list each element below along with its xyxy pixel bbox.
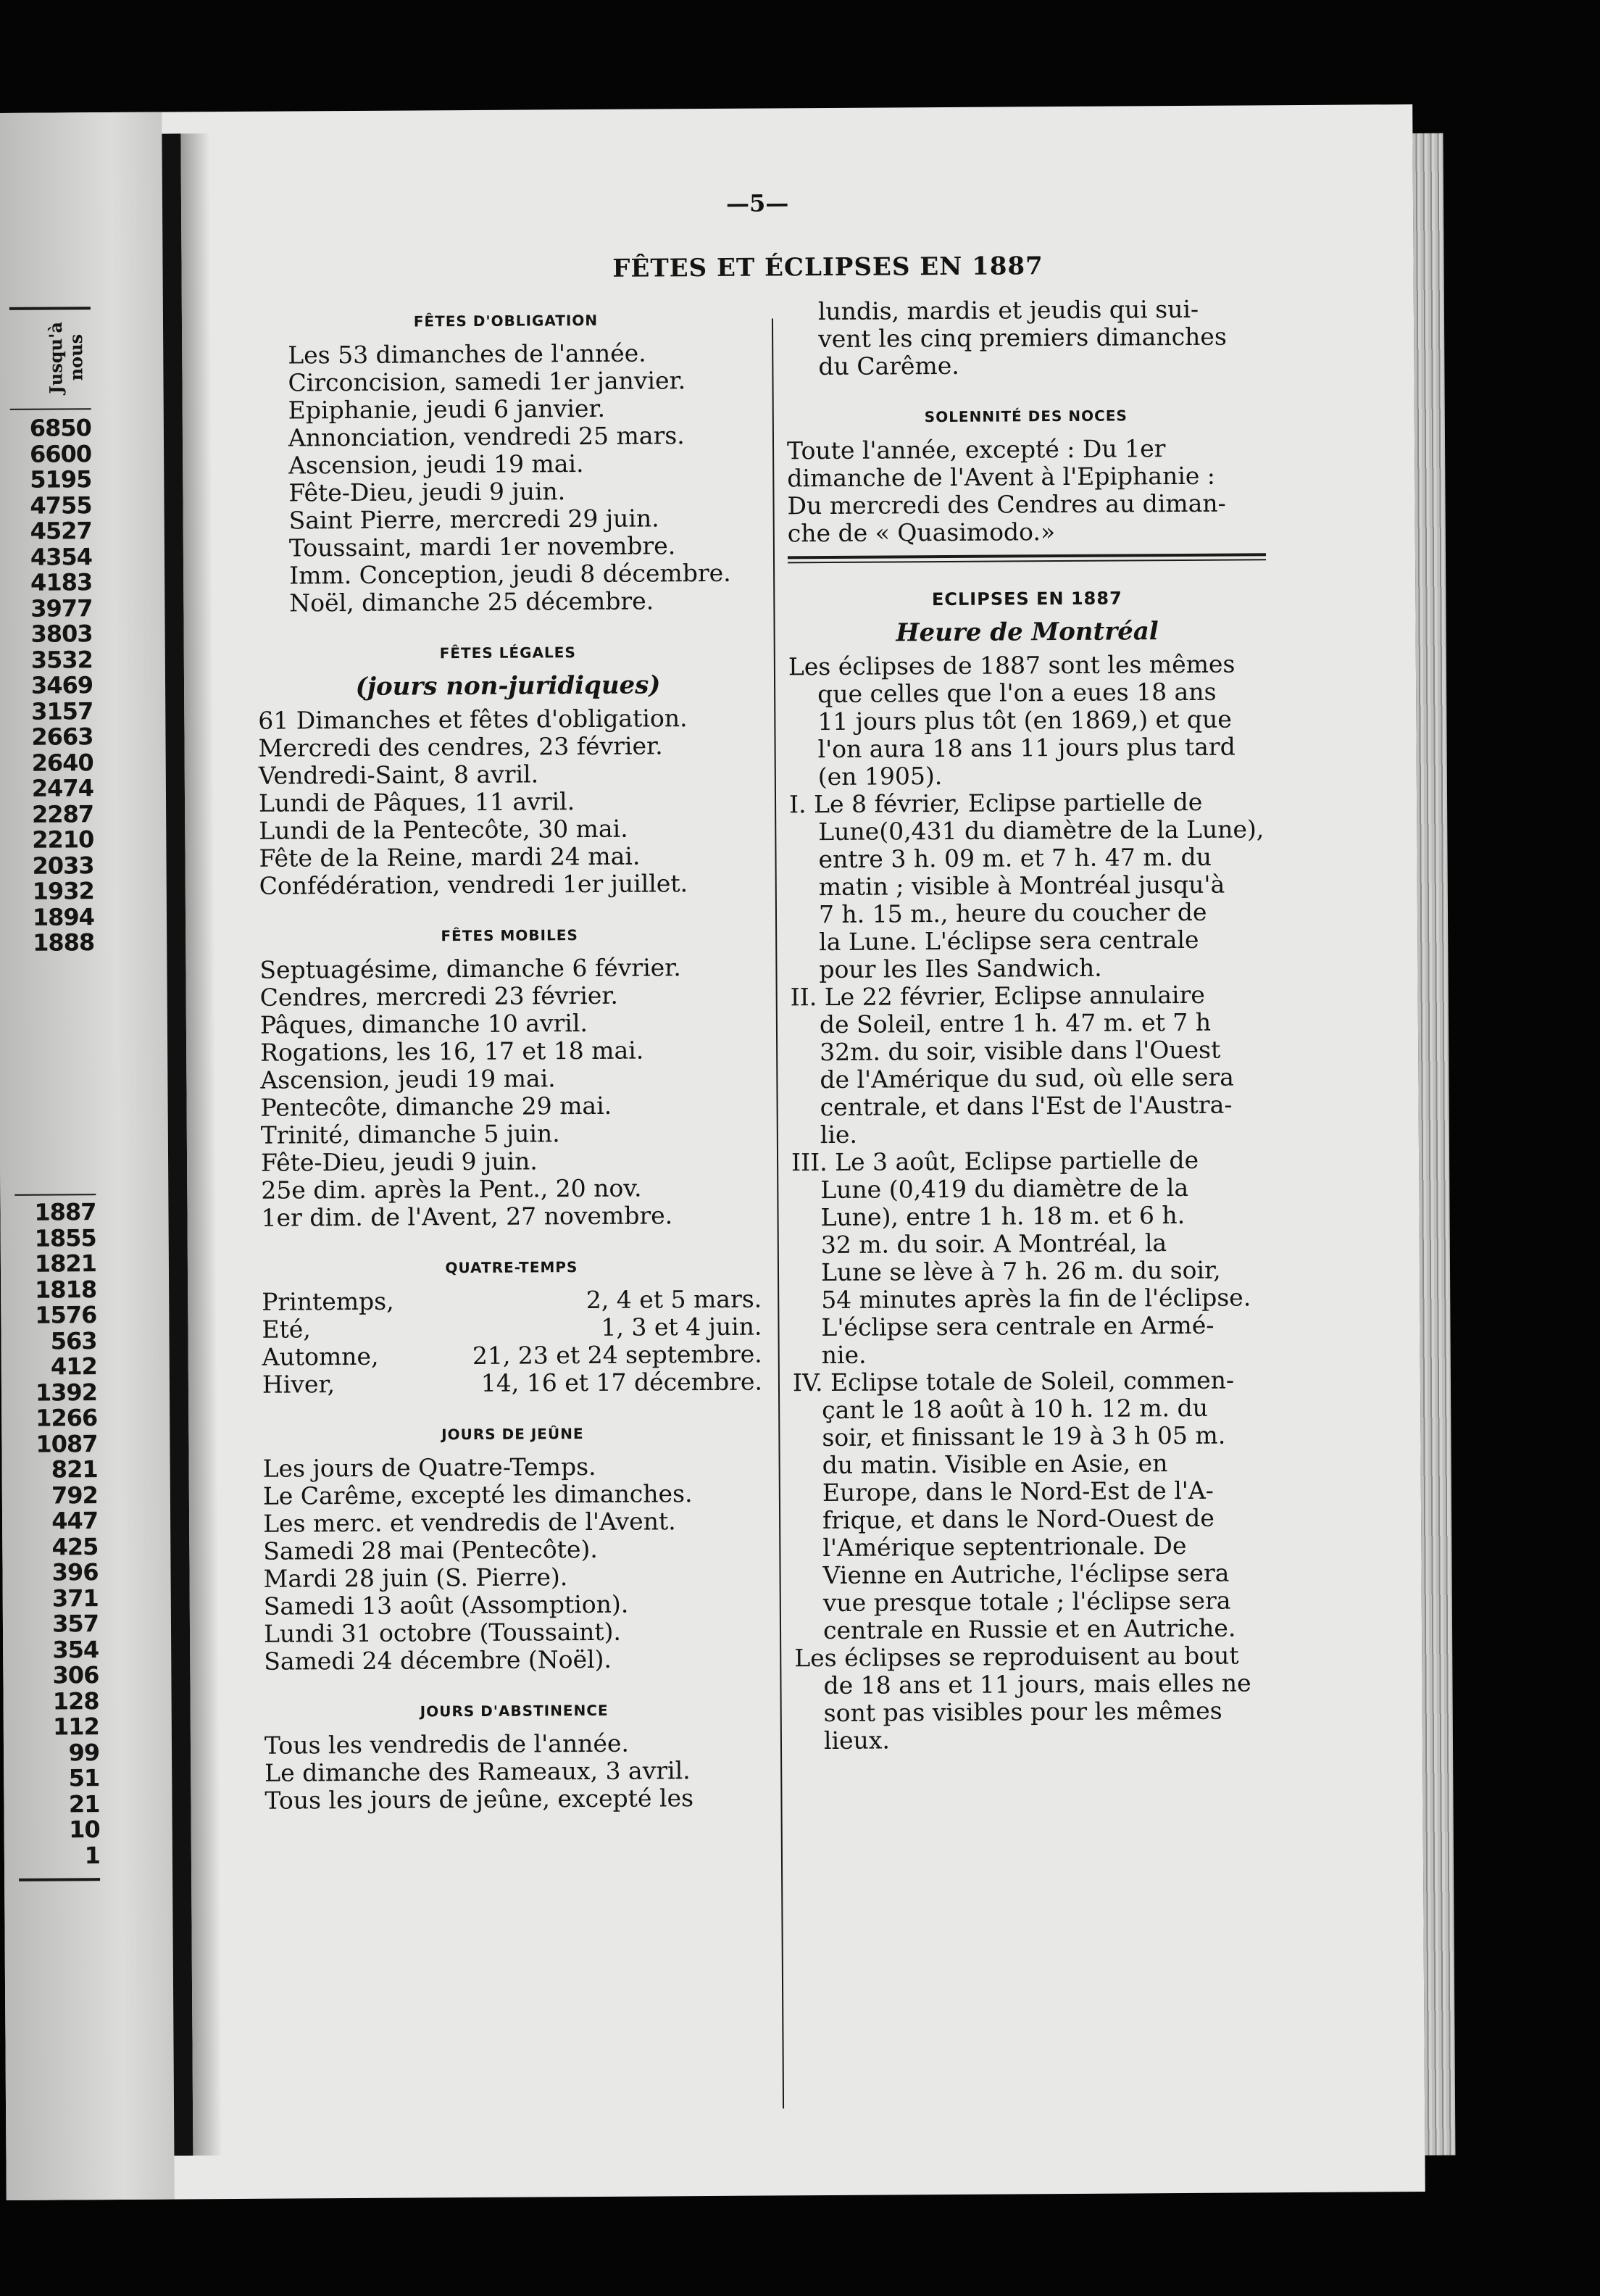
jeune-line: Les merc. et vendredis de l'Avent. xyxy=(262,1507,676,1538)
page-number: —5— xyxy=(725,189,789,217)
noces-line: Du mercredi des Cendres au diman- xyxy=(787,488,1226,520)
eclipse-4-line: du matin. Visible en Asie, en xyxy=(822,1449,1168,1480)
noces-line: dimanche de l'Avent à l'Epiphanie : xyxy=(787,461,1216,493)
eclipse-3-line: 54 minutes après la fin de l'éclipse. xyxy=(821,1283,1251,1315)
margin-number: 371 xyxy=(51,1584,99,1613)
margin-number: 2474 xyxy=(31,774,94,802)
eclipse-1-line: entre 3 h. 09 m. et 7 h. 47 m. du xyxy=(818,842,1212,874)
almanac-page xyxy=(0,104,1425,2200)
season-label: Printemps, xyxy=(262,1286,394,1316)
eclipse-3-line: Lune), entre 1 h. 18 m. et 6 h. xyxy=(820,1200,1186,1232)
margin-number: 1855 xyxy=(34,1223,96,1252)
season-label: Hiver, xyxy=(262,1370,336,1399)
obligation-line: Annonciation, vendredi 25 mars. xyxy=(288,421,685,452)
legales-list xyxy=(258,704,759,900)
mobiles-line: Fête-Dieu, jeudi 9 juin. xyxy=(260,1147,538,1177)
jeune-line: Lundi 31 octobre (Toussaint). xyxy=(263,1617,622,1648)
eclipse-4-line: l'Amérique septentrionale. De xyxy=(822,1531,1187,1563)
mobiles-line: Cendres, mercredi 23 février. xyxy=(259,981,619,1012)
obligation-line: Circoncision, samedi 1er janvier. xyxy=(288,366,686,397)
intro-line: (en 1905). xyxy=(817,762,943,791)
eclipse-1-line: Lune(0,431 du diamètre de la Lune), xyxy=(818,815,1264,847)
eclipse-4-line: Vienne en Autriche, l'éclipse sera xyxy=(822,1558,1230,1590)
margin-number: 1 xyxy=(84,1841,101,1869)
mobiles-line: Septuagésime, dimanche 6 février. xyxy=(259,953,681,984)
season-label: Automne, xyxy=(262,1342,379,1371)
quatre-temps-row xyxy=(262,1313,762,1344)
season-dates: 21, 23 et 24 septembre. xyxy=(472,1339,762,1370)
eclipse-item-3 xyxy=(791,1146,1271,1369)
margin-number: 5195 xyxy=(30,465,92,494)
mobiles-list xyxy=(259,954,761,1232)
eclipse-2-line: de Soleil, entre 1 h. 47 m. et 7 h xyxy=(819,1007,1212,1039)
eclipse-1-line: 7 h. 15 m., heure du coucher de xyxy=(818,897,1207,929)
margin-number: 3532 xyxy=(30,645,93,674)
page-edges xyxy=(1412,133,1455,2155)
eclipse-4-line: çant le 18 août à 10 h. 12 m. du xyxy=(822,1393,1209,1425)
eclipse-4-line: Europe, dans le Nord-Est de l'A- xyxy=(822,1476,1214,1507)
eclipse-1-line: matin ; visible à Montréal jusqu'à xyxy=(818,870,1225,902)
eclipse-2-line: lie. xyxy=(820,1120,858,1149)
margin-number: 306 xyxy=(52,1661,99,1689)
abstinence-line: Tous les jours de jeûne, excepté les xyxy=(264,1784,694,1815)
obligation-line: Les 53 dimanches de l'année. xyxy=(288,338,646,370)
intro-line: Les éclipses de 1887 sont les mêmes xyxy=(788,649,1236,681)
eclipse-item-2 xyxy=(791,981,1270,1149)
jeune-line: Samedi 24 décembre (Noël). xyxy=(264,1644,612,1676)
margin-number: 1266 xyxy=(36,1404,98,1432)
margin-number: 51 xyxy=(68,1764,100,1792)
mobiles-line: 1er dim. de l'Avent, 27 novembre. xyxy=(261,1201,673,1232)
mobiles-line: 25e dim. après la Pent., 20 nov. xyxy=(261,1173,642,1205)
eclipse-2-line: 32m. du soir, visible dans l'Ouest xyxy=(820,1035,1221,1067)
right-column xyxy=(786,295,1273,1755)
jeune-line: Le Carême, excepté les dimanches. xyxy=(262,1479,693,1510)
page-title: FÊTES ET ÉCLIPSES EN 1887 xyxy=(612,251,1043,283)
eclipse-1-line: I. Le 8 février, Eclipse partielle de xyxy=(788,787,1203,819)
margin-numbers-top xyxy=(25,415,95,956)
intro-line: 11 jours plus tôt (en 1869,) et que xyxy=(817,704,1232,736)
eclipse-4-line: vue presque totale ; l'éclipse sera xyxy=(822,1586,1231,1618)
jeune-list xyxy=(263,1452,764,1676)
margin-number: 1818 xyxy=(34,1275,97,1304)
intro-line: que celles que l'on a eues 18 ans xyxy=(817,677,1217,709)
margin-rule-bottom xyxy=(19,1878,100,1881)
eclipse-4-line: frique, et dans le Nord-Ouest de xyxy=(822,1503,1214,1535)
margin-number: 2663 xyxy=(31,723,93,751)
closing-line: lieux. xyxy=(823,1726,891,1755)
jeune-line: Samedi 13 août (Assomption). xyxy=(263,1589,629,1621)
margin-number: 1576 xyxy=(35,1301,97,1329)
season-dates: 1, 3 et 4 juin. xyxy=(601,1312,762,1342)
margin-number: 2210 xyxy=(32,825,94,854)
obligation-line: Imm. Conception, jeudi 8 décembre. xyxy=(289,558,731,590)
heading-fetes-legales: FÊTES LÉGALES xyxy=(439,644,576,662)
margin-number: 1888 xyxy=(33,928,95,957)
intro-line: l'on aura 18 ans 11 jours plus tard xyxy=(817,732,1236,764)
mobiles-line: Ascension, jeudi 19 mai. xyxy=(260,1064,556,1094)
subheading-heure-de-montreal: Heure de Montréal xyxy=(896,617,1159,648)
left-column xyxy=(256,299,765,1815)
margin-rule-top xyxy=(9,307,91,310)
margin-number: 1392 xyxy=(35,1378,98,1407)
margin-number: 412 xyxy=(50,1352,97,1381)
eclipse-3-line: 32 m. du soir. A Montréal, la xyxy=(820,1228,1167,1260)
jeune-line: Les jours de Quatre-Temps. xyxy=(262,1452,596,1483)
heading-eclipses: ECLIPSES EN 1887 xyxy=(931,588,1122,610)
continuation-line: lundis, mardis et jeudis qui sui- xyxy=(817,294,1199,326)
margin-number: 4354 xyxy=(30,542,93,571)
season-dates: 2, 4 et 5 mars. xyxy=(586,1284,762,1315)
margin-number: 821 xyxy=(51,1455,98,1484)
margin-number: 3803 xyxy=(30,620,93,648)
noces-line: che de « Quasimodo.» xyxy=(787,517,1056,548)
jeune-line: Mardi 28 juin (S. Pierre). xyxy=(263,1563,568,1593)
margin-number: 1887 xyxy=(34,1198,96,1226)
eclipse-item-4 xyxy=(793,1366,1272,1644)
column-divider xyxy=(772,318,784,2108)
obligation-list xyxy=(256,339,757,617)
eclipse-4-line: soir, et finissant le 19 à 3 h 05 m. xyxy=(822,1421,1226,1452)
eclipse-item-1 xyxy=(789,788,1269,983)
subheading-jours-non-juridiques: (jours non-juridiques) xyxy=(355,670,661,702)
legales-line: Mercredi des cendres, 23 février. xyxy=(258,731,663,762)
margin-number: 2640 xyxy=(31,748,93,777)
quatre-temps-row xyxy=(262,1286,762,1316)
quatre-temps-table xyxy=(262,1286,762,1399)
obligation-line: Saint Pierre, mercredi 29 juin. xyxy=(288,504,659,535)
eclipses-closing xyxy=(794,1642,1273,1755)
noces-text xyxy=(787,434,1266,547)
legales-line: Vendredi-Saint, 8 avril. xyxy=(258,760,539,790)
margin-number: 3469 xyxy=(30,671,93,699)
eclipse-2-line: II. Le 22 février, Eclipse annulaire xyxy=(790,980,1205,1012)
heading-jours-de-jeune: JOURS DE JEÛNE xyxy=(441,1425,584,1444)
margin-number: 425 xyxy=(51,1532,99,1561)
obligation-line: Toussaint, mardi 1er novembre. xyxy=(288,531,676,562)
abstinence-line: Le dimanche des Rameaux, 3 avril. xyxy=(264,1756,691,1787)
legales-line: Fête de la Reine, mardi 24 mai. xyxy=(259,841,641,873)
margin-number: 563 xyxy=(50,1326,97,1355)
season-label: Eté, xyxy=(262,1315,311,1344)
continuation-text xyxy=(786,295,1265,380)
margin-number: 10 xyxy=(69,1815,100,1844)
legales-line: Lundi de Pâques, 11 avril. xyxy=(258,787,575,818)
eclipse-1-line: la Lune. L'éclipse sera centrale xyxy=(819,925,1199,957)
margin-number: 792 xyxy=(51,1481,98,1510)
margin-number: 112 xyxy=(52,1713,99,1741)
eclipse-1-line: pour les Iles Sandwich. xyxy=(819,953,1102,984)
heading-jours-abstinence: JOURS D'ABSTINENCE xyxy=(420,1701,609,1721)
eclipse-4-line: IV. Eclipse totale de Soleil, commen- xyxy=(792,1365,1235,1397)
legales-line: 61 Dimanches et fêtes d'obligation. xyxy=(258,704,688,735)
eclipse-3-line: Lune (0,419 du diamètre de la xyxy=(820,1173,1189,1205)
heading-quatre-temps: QUATRE-TEMPS xyxy=(445,1258,578,1277)
margin-number: 2287 xyxy=(31,799,94,828)
margin-number: 1821 xyxy=(34,1249,97,1278)
margin-number: 128 xyxy=(52,1686,99,1715)
continuation-line: du Carême. xyxy=(818,351,959,381)
margin-number: 6850 xyxy=(29,414,91,442)
quatre-temps-row xyxy=(262,1368,762,1399)
margin-number: 4755 xyxy=(30,491,92,520)
margin-number: 1894 xyxy=(32,902,95,931)
margin-number: 4527 xyxy=(30,517,92,545)
heading-fetes-obligation: FÊTES D'OBLIGATION xyxy=(413,311,599,330)
eclipse-3-line: nie. xyxy=(821,1340,867,1370)
quatre-temps-row xyxy=(262,1341,762,1371)
continuation-line: vent les cinq premiers dimanches xyxy=(818,322,1227,354)
margin-number: 6600 xyxy=(29,439,92,468)
closing-line: Les éclipses se reproduisent au bout xyxy=(794,1641,1239,1673)
legales-line: Lundi de la Pentecôte, 30 mai. xyxy=(259,814,628,845)
heading-fetes-mobiles: FÊTES MOBILES xyxy=(441,926,578,945)
eclipse-3-line: L'éclipse sera centrale en Armé- xyxy=(821,1310,1214,1342)
obligation-line: Noël, dimanche 25 décembre. xyxy=(289,586,654,617)
obligation-line: Fête-Dieu, jeudi 9 juin. xyxy=(288,477,566,507)
abstinence-line: Tous les vendredis de l'année. xyxy=(264,1729,630,1760)
margin-number: 357 xyxy=(52,1610,99,1638)
obligation-line: Ascension, jeudi 19 mai. xyxy=(288,449,584,480)
margin-number: 447 xyxy=(51,1507,99,1535)
closing-line: de 18 ans et 11 jours, mais elles ne xyxy=(823,1668,1251,1700)
heading-solennite-des-noces: SOLENNITÉ DES NOCES xyxy=(924,407,1128,426)
margin-number: 4183 xyxy=(30,568,93,596)
legales-line: Confédération, vendredi 1er juillet. xyxy=(259,869,688,900)
margin-number: 21 xyxy=(68,1789,100,1818)
eclipse-2-line: de l'Amérique du sud, où elle sera xyxy=(820,1062,1234,1094)
margin-number: 396 xyxy=(51,1558,99,1586)
margin-number: 1932 xyxy=(32,877,94,905)
mobiles-line: Pâques, dimanche 10 avril. xyxy=(259,1009,588,1039)
eclipse-2-line: centrale, et dans l'Est de l'Austra- xyxy=(820,1090,1233,1122)
margin-number: 99 xyxy=(68,1738,100,1766)
eclipse-3-line: III. Le 3 août, Eclipse partielle de xyxy=(791,1145,1199,1177)
margin-number: 1087 xyxy=(36,1429,98,1458)
eclipse-4-line: centrale en Russie et en Autriche. xyxy=(822,1613,1236,1645)
margin-number: 354 xyxy=(52,1635,99,1664)
eclipses-intro xyxy=(788,650,1267,791)
margin-number: 3157 xyxy=(31,696,93,725)
closing-line: sont pas visibles pour les mêmes xyxy=(823,1696,1222,1728)
margin-number: 2033 xyxy=(32,851,94,880)
margin-numbers-bottom xyxy=(29,1199,100,1869)
mobiles-line: Rogations, les 16, 17 et 18 mai. xyxy=(260,1036,644,1067)
mobiles-line: Trinité, dimanche 5 juin. xyxy=(260,1119,560,1149)
obligation-line: Epiphanie, jeudi 6 janvier. xyxy=(288,394,606,425)
eclipse-3-line: Lune se lève à 7 h. 26 m. du soir, xyxy=(820,1255,1221,1287)
margin-number: 3977 xyxy=(30,594,93,623)
mobiles-line: Pentecôte, dimanche 29 mai. xyxy=(260,1091,612,1122)
abstinence-list xyxy=(264,1729,765,1815)
noces-line: Toute l'année, excepté : Du 1er xyxy=(786,434,1166,465)
jeune-line: Samedi 28 mai (Pentecôte). xyxy=(263,1534,598,1565)
margin-column-header: Jusqu'à nous xyxy=(44,321,87,394)
season-dates: 14, 16 et 17 décembre. xyxy=(480,1367,763,1397)
